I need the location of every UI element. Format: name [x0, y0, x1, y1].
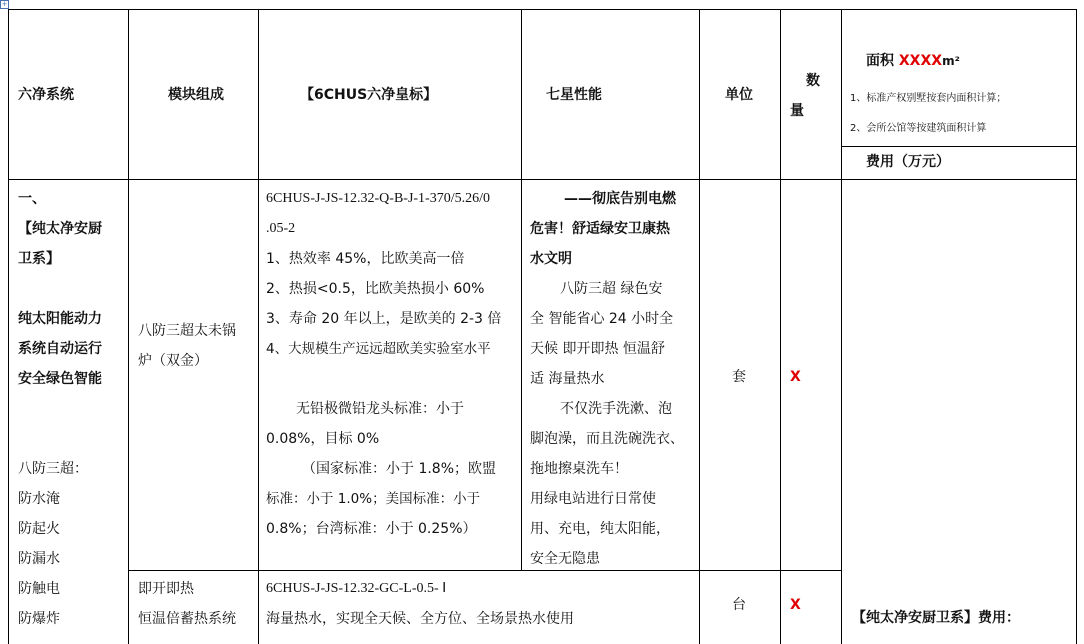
row2-module-2: 恒温倍蓄热系统: [138, 611, 236, 627]
row1-lead-5: 0.8%；台湾标准：小于 0.25%）: [266, 521, 477, 537]
header-qty-2: 量: [790, 103, 804, 119]
perf-line: 拖地擦桌洗车！: [530, 461, 628, 477]
protect-item: 防起火: [18, 521, 60, 537]
section-desc-1: 纯太阳能动力: [18, 311, 102, 327]
protect-item: 防爆炸: [18, 611, 60, 627]
header-system: 六净系统: [18, 87, 74, 103]
row1-lead-2: 0.08%，目标 0%: [266, 431, 380, 447]
col-divider-1: [128, 9, 129, 644]
row2-spec-code: 6CHUS-J-JS-12.32-GC-L-0.5- Ⅰ: [266, 581, 447, 596]
row1-lead-4: 标准：小于 1.0%；美国标准：小于: [266, 491, 481, 507]
protection-list: [18, 454, 126, 634]
row1-module: [138, 316, 236, 376]
row1-performance: [530, 184, 698, 574]
perf-line: 八防三超 绿色安: [560, 281, 663, 297]
perf-line: 全 智能省心 24 小时全: [530, 311, 674, 327]
area-label: 面积: [866, 53, 894, 69]
section-desc-3: 安全绿色智能: [18, 371, 102, 387]
row1-module-1: 八防三超太未锅: [138, 323, 236, 339]
perf-title-1: ——彻底告别电燃: [564, 191, 676, 207]
row2-spec-desc: 海量热水，实现全天候、全方位、全场景热水使用: [266, 611, 574, 627]
area-heading: [866, 46, 960, 76]
section-desc-2: 系统自动运行: [18, 341, 102, 357]
header-module: 模块组成: [168, 87, 224, 103]
section-name-2: 卫系】: [18, 251, 60, 267]
header-qty-1: 数: [806, 73, 820, 89]
area-unit: m²: [942, 54, 960, 68]
row2-qty[interactable]: X: [790, 597, 801, 613]
perf-line: 安全无隐患: [530, 551, 600, 567]
area-note-1: 1、标准产权别墅按套内面积计算；: [850, 93, 1007, 104]
perf-title-2: 危害！舒适绿安卫康热: [530, 221, 670, 237]
col-divider-5: [780, 9, 781, 644]
header-unit: 单位: [725, 87, 753, 103]
section-cost-label: 【纯太净安厨卫系】费用：: [852, 610, 1020, 626]
col-divider-4: [699, 9, 700, 644]
col-divider-3: [521, 9, 522, 571]
row1-spec-item: 1、热效率 45%，比欧美高一倍: [266, 251, 465, 267]
row2-module: [138, 574, 236, 634]
area-note-2: 2、会所公馆等按建筑面积计算: [850, 123, 987, 134]
perf-line: 适 海量热水: [530, 371, 605, 387]
row2-unit: 台: [732, 597, 746, 613]
table-top-border: [8, 9, 1076, 10]
col-divider-2: [258, 9, 259, 644]
protect-title: 八防三超：: [18, 461, 88, 477]
row2-spec: [266, 574, 696, 634]
table-anchor-icon[interactable]: +: [1, 0, 8, 8]
perf-line: 天候 即开即热 恒温舒: [530, 341, 665, 357]
header-performance: 七星性能: [546, 87, 602, 103]
row1-module-2: 炉（双金）: [138, 353, 208, 369]
col-divider-6: [841, 9, 842, 644]
row1-spec-code-2: .05-2: [266, 221, 296, 236]
row1-lead-1: 无铅极微铅龙头标准：小于: [296, 401, 464, 417]
protect-item: 防水淹: [18, 491, 60, 507]
protect-item: 防触电: [18, 581, 60, 597]
section-desc: [18, 184, 126, 394]
row1-spec-item: 4、大规模生产远远超欧美实验室水平: [266, 341, 491, 357]
row1-spec-item: 3、寿命 20 年以上，是欧美的 2-3 倍: [266, 311, 502, 327]
table-left-border: [8, 9, 9, 644]
row1-lead-3: （国家标准：小于 1.8%；欧盟: [302, 461, 497, 477]
protect-item: 防漏水: [18, 551, 60, 567]
perf-line: 用、充电，纯太阳能，: [530, 521, 670, 537]
perf-line: 脚泡澡，而且洗碗洗衣、: [530, 431, 684, 447]
row2-module-1: 即开即热: [138, 581, 194, 597]
header-divider: [8, 179, 1076, 180]
row1-qty[interactable]: X: [790, 369, 801, 385]
row1-spec: [266, 184, 518, 544]
section-number: 一、: [18, 191, 46, 207]
perf-line: 不仅洗手洗漱、泡: [560, 401, 672, 417]
row1-spec-code-1: 6CHUS-J-JS-12.32-Q-B-J-1-370/5.26/0: [266, 191, 490, 206]
table-right-border: [1076, 9, 1077, 644]
cost-label: 费用（万元）: [866, 154, 950, 170]
row-divider: [128, 570, 841, 571]
area-value: XXXX: [898, 53, 943, 69]
section-name-1: 【纯太净安厨: [18, 221, 102, 237]
header-standard: 【6CHUS六净皇标】: [300, 87, 438, 103]
row1-unit: 套: [732, 369, 746, 385]
perf-line: 用绿电站进行日常使: [530, 491, 656, 507]
perf-title-3: 水文明: [530, 251, 572, 267]
row1-spec-item: 2、热损<0.5，比欧美热损小 60%: [266, 281, 485, 297]
